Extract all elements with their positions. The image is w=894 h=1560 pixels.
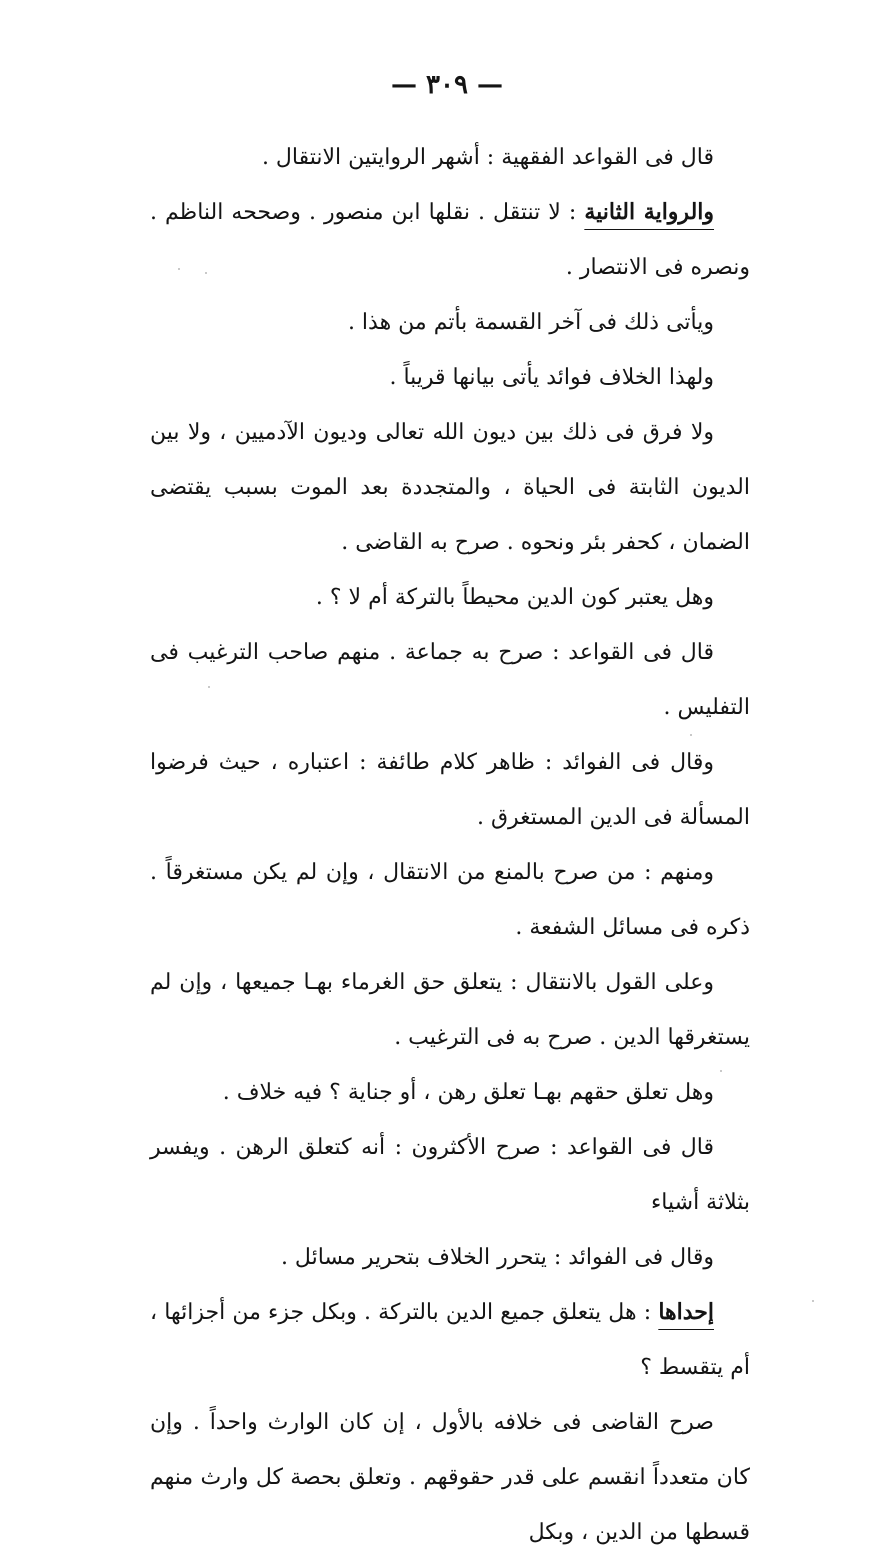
- paragraph-10-text: وعلى القول بالانتقال : يتعلق حق الغرماء بهـا جميعها ، وإن لم يستغرقها الدين . صرح به فى الترغيب .: [150, 970, 750, 1050]
- paragraph-1: [150, 130, 750, 185]
- text-body: [150, 130, 750, 1560]
- paragraph-8-text: وقال فى الفوائد : ظاهر كلام طائفة : اعتباره ، حيث فرضوا المسألة فى الدين المستغرق .: [150, 750, 750, 830]
- paragraph-8: [150, 735, 750, 845]
- paragraph-9-text: ومنهم : من صرح بالمنع من الانتقال ، وإن لم يكن مستغرقاً . ذكره فى مسائل الشفعة .: [150, 860, 750, 940]
- paragraph-12: [150, 1120, 750, 1230]
- paragraph-3: [150, 295, 750, 350]
- scan-speck: [208, 686, 210, 688]
- paragraph-7-text: قال فى القواعد : صرح به جماعة . منهم صاحب الترغيب فى التفليس .: [150, 640, 750, 720]
- paragraph-14: [150, 1285, 750, 1395]
- paragraph-9: [150, 845, 750, 955]
- paragraph-11-text: وهل تعلق حقهم بهـا تعلق رهن ، أو جناية ؟ فيه خلاف .: [222, 1080, 714, 1105]
- paragraph-7: [150, 625, 750, 735]
- paragraph-2-lead: والرواية الثانية: [584, 199, 715, 225]
- paragraph-15: [150, 1395, 750, 1560]
- paragraph-2: [150, 185, 750, 295]
- paragraph-11: [150, 1065, 750, 1120]
- paragraph-5: [150, 405, 750, 570]
- paragraph-10: [150, 955, 750, 1065]
- paragraph-14-text: : هل يتعلق جميع الدين بالتركة . وبكل جزء من أجزائها ، أم يتقسط ؟: [150, 1300, 750, 1380]
- paragraph-14-lead: إحداها: [658, 1299, 714, 1325]
- paragraph-4: [150, 350, 750, 405]
- scan-speck: [720, 1070, 722, 1072]
- paragraph-13-text: وقال فى الفوائد : يتحرر الخلاف بتحرير مسائل .: [280, 1245, 714, 1270]
- paragraph-4-text: ولهذا الخلاف فوائد يأتى بيانها قريباً .: [389, 365, 714, 390]
- scan-speck: [205, 272, 207, 274]
- paragraph-13: [150, 1230, 750, 1285]
- paragraph-3-text: ويأتى ذلك فى آخر القسمة بأتم من هذا .: [347, 310, 714, 335]
- paragraph-15-text: صرح القاضى فى خلافه بالأول ، إن كان الوارث واحداً . وإن كان متعدداً انقسم على قدر حقوقهم . وتعلق بحصة كل وارث منهم قسطها من الدين ، وبكل: [150, 1410, 750, 1545]
- paragraph-12-text: قال فى القواعد : صرح الأكثرون : أنه كتعلق الرهن . ويفسر بثلاثة أشياء: [150, 1135, 750, 1215]
- paragraph-1-text: قال فى القواعد الفقهية : أشهر الروايتين الانتقال .: [261, 145, 714, 170]
- paragraph-6-text: وهل يعتبر كون الدين محيطاً بالتركة أم لا ؟ .: [315, 585, 714, 610]
- scan-speck: [690, 734, 692, 736]
- paragraph-2-text: : لا تنتقل . نقلها ابن منصور . وصححه الناظم . ونصره فى الانتصار .: [150, 200, 750, 280]
- paragraph-5-text: ولا فرق فى ذلك بين ديون الله تعالى وديون الآدميين ، ولا بين الديون الثابتة فى الحياة ، والمتجددة بعد الموت بسبب يقتضى الضمان ، كحفر بئر ونحوه . صرح به القاضى .: [150, 420, 750, 555]
- paragraph-6: [150, 570, 750, 625]
- scan-speck: [178, 268, 180, 270]
- scan-speck: [812, 1300, 814, 1302]
- page-number: — ٣٠٩ —: [390, 70, 504, 100]
